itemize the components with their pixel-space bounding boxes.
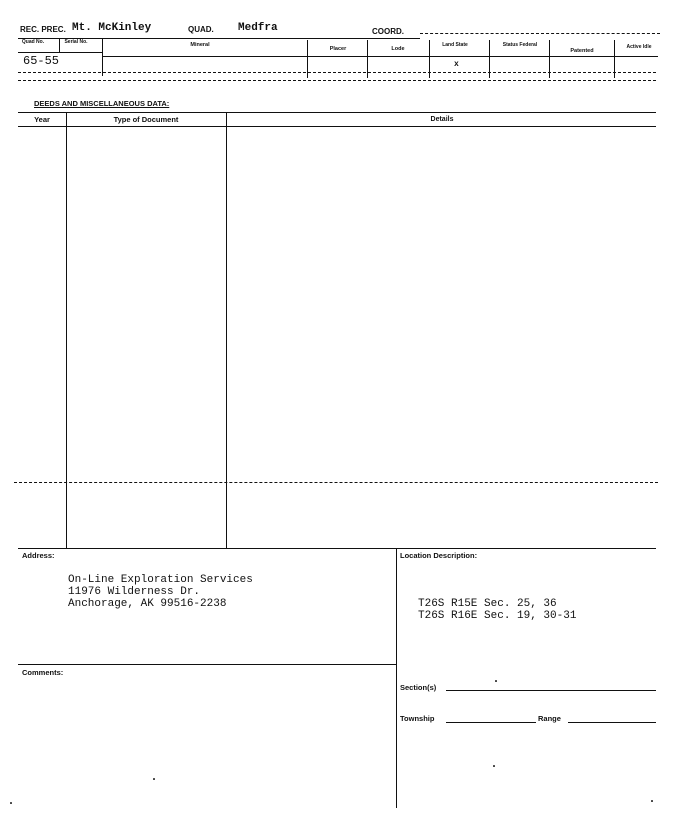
patented-label: Patented: [570, 48, 594, 54]
range-field[interactable]: [568, 722, 656, 723]
range-label: Range: [538, 714, 561, 723]
lower-top-rule: [18, 548, 656, 549]
scan-speck: [493, 765, 495, 767]
header-bottom-rule: [18, 72, 656, 73]
active-idle-label: Active Idle: [626, 44, 652, 50]
deeds-col-details: Details: [430, 116, 454, 123]
comments-label: Comments:: [22, 668, 64, 677]
township-field[interactable]: [446, 722, 536, 723]
header-top-rule-dashed: [420, 33, 660, 34]
deeds-header-rule: [18, 126, 656, 127]
quad-no-value: 65-55: [23, 54, 60, 68]
scan-speck: [153, 778, 155, 780]
header-sub-rule-left: [18, 52, 102, 53]
scan-speck: [10, 802, 12, 804]
status-federal-label: Status Federal: [502, 42, 538, 48]
location-line: T26S R15E Sec. 25, 36: [418, 598, 557, 610]
coord-label: COORD.: [372, 27, 404, 36]
deeds-col-year: Year: [34, 115, 50, 124]
deeds-top-rule: [18, 112, 656, 113]
lower-center-divider: [396, 548, 397, 808]
land-state-label: Land State: [442, 42, 468, 48]
quad-value: Medfra: [238, 22, 278, 34]
deeds-dashed-rule: [14, 482, 658, 483]
location-label: Location Description:: [400, 551, 478, 560]
mineral-label: Mineral: [190, 42, 210, 48]
scan-speck: [651, 800, 653, 802]
land-state-mark: x: [454, 60, 459, 69]
rec-prec-value: Mt. McKinley: [72, 22, 152, 34]
header-sub-rule-right: [102, 56, 658, 57]
rec-prec-label: REC. PREC.: [20, 25, 66, 34]
address-line: 11976 Wilderness Dr.: [68, 586, 201, 598]
comments-top-rule: [18, 664, 396, 665]
deeds-col-type: Type of Document: [113, 115, 179, 124]
address-line: On-Line Exploration Services: [68, 574, 253, 586]
lode-label: Lode: [391, 46, 405, 52]
location-block: [418, 598, 576, 622]
scan-speck: [495, 680, 497, 682]
quad-label: QUAD.: [188, 25, 214, 34]
header-divider: [102, 38, 103, 76]
serial-no-label: Serial No.: [64, 39, 88, 45]
address-line: Anchorage, AK 99516-2238: [68, 598, 227, 610]
quad-no-label: Quad No.: [21, 39, 45, 45]
sections-label: Section(s): [400, 683, 437, 692]
address-block: [68, 574, 253, 610]
placer-label: Placer: [329, 46, 347, 52]
sections-field[interactable]: [446, 690, 656, 691]
header-bottom-rule-2: [18, 80, 656, 81]
township-label: Township: [400, 714, 435, 723]
header-divider: [59, 38, 60, 52]
address-label: Address:: [22, 551, 55, 560]
deeds-section-title: DEEDS AND MISCELLANEOUS DATA:: [34, 99, 170, 108]
location-line: T26S R16E Sec. 19, 30-31: [418, 610, 577, 622]
